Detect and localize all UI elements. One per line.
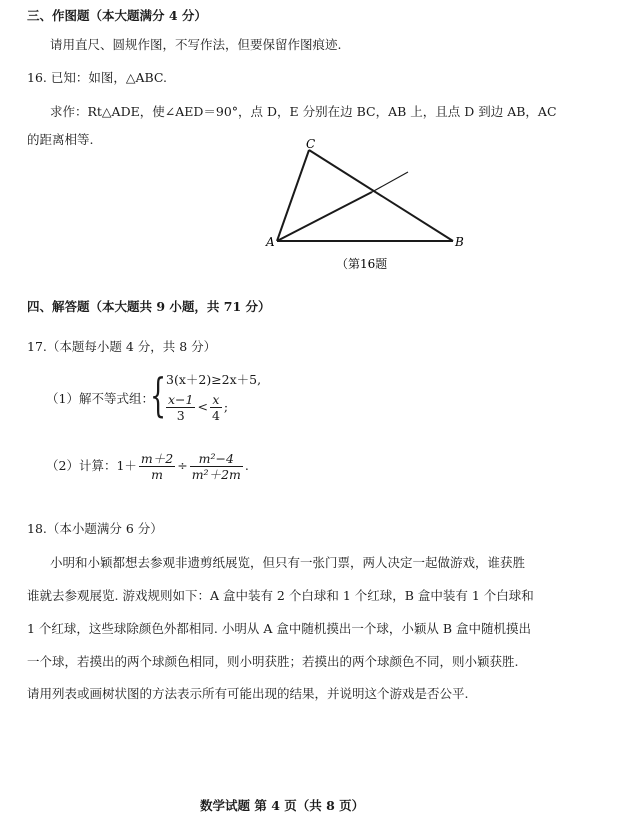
section3-instruction: 请用直尺、圆规作图，不写作法，但要保留作图痕迹. xyxy=(50,37,342,52)
calc-denominator-2: m²＋2m xyxy=(191,467,241,482)
ineq2-operator: < xyxy=(197,399,208,414)
calc-numerator-2: m²−4 xyxy=(190,451,243,467)
vertex-label-b: B xyxy=(455,235,464,249)
calc-end: . xyxy=(244,458,249,473)
system-brace: { xyxy=(150,368,167,422)
vertex-label-a: A xyxy=(266,235,275,249)
q17-part1-label: （1）解不等式组： xyxy=(46,391,154,406)
construction-arc-trace xyxy=(372,172,408,192)
inequality-2 xyxy=(164,392,228,423)
q17-part2-label: （2）计算：1＋ xyxy=(46,458,137,473)
ineq2-right-denominator: 4 xyxy=(211,408,220,423)
q16-stem: 16. 已知：如图，△ABC. xyxy=(27,70,168,85)
page-footer: 数学试题 第 4 页（共 8 页） xyxy=(200,798,365,813)
calc-operator: ÷ xyxy=(177,458,188,473)
figure-caption: （第16题 xyxy=(336,257,388,271)
q18-line-5: 请用列表或画树状图的方法表示所有可能出现的结果，并说明这个游戏是否公平. xyxy=(27,686,469,701)
ineq2-right-numerator: x xyxy=(210,392,222,408)
inequality-1: 3(x＋2)≥2x＋5, xyxy=(166,372,262,387)
vertex-label-c: C xyxy=(306,137,316,151)
q17-stem: 17.（本题每小题 4 分，共 8 分） xyxy=(27,339,217,354)
triangle-figure xyxy=(0,130,631,410)
q16-task-line2: 的距离相等. xyxy=(27,132,94,147)
ineq2-left-numerator: x−1 xyxy=(168,392,194,407)
q18-line-1: 小明和小颖都想去参观非遗剪纸展览，但只有一张门票，两人决定一起做游戏，谁获胜 xyxy=(50,555,526,570)
section4-title: 四、解答题（本大题共 9 小题，共 71 分） xyxy=(27,299,271,314)
q18-line-2: 谁就去参观展览. 游戏规则如下：A 盒中装有 2 个白球和 1 个红球，B 盒中装有 1 个白球和 xyxy=(27,588,534,603)
calc-numerator-1: m＋2 xyxy=(140,451,174,466)
q18-stem: 18.（本小题满分 6 分） xyxy=(27,521,163,536)
ineq2-left-denominator: 3 xyxy=(176,408,185,423)
q18-line-3: 1 个红球，这些球除颜色外都相同. 小明从 A 盒中随机摸出一个球，小颖从 B 盒中随机摸出 xyxy=(27,621,531,636)
ineq2-end: ; xyxy=(223,399,229,414)
side-bc xyxy=(309,150,453,241)
calc-denominator-1: m xyxy=(151,467,163,482)
q16-task-line1: 求作：Rt△ADE，使∠AED＝90°，点 D，E 分别在边 BC，AB 上，且点 D 到边 AB，AC xyxy=(50,104,557,119)
q18-line-4: 一个球，若摸出的两个球颜色相同，则小明获胜；若摸出的两个球颜色不同，则小颖获胜. xyxy=(27,654,519,669)
q17-part2 xyxy=(46,451,249,482)
section3-title: 三、作图题（本大题满分 4 分） xyxy=(27,8,207,23)
